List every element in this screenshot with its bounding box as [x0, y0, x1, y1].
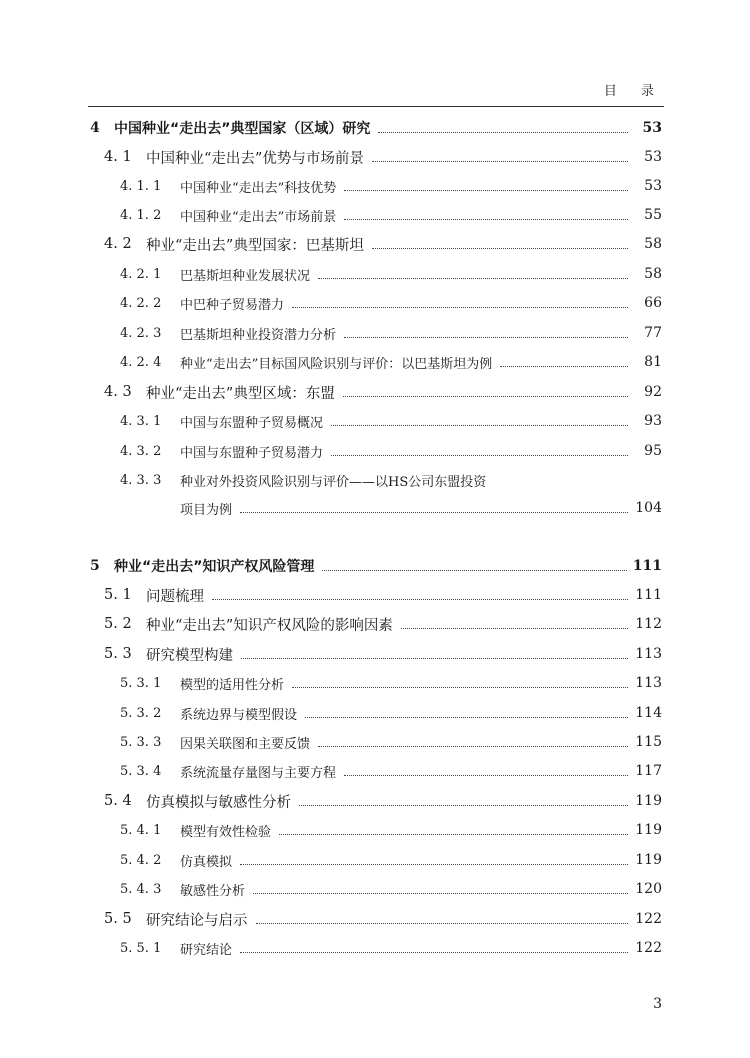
- toc-entry-page: 113: [635, 675, 662, 691]
- toc-entry-page: 92: [644, 384, 662, 400]
- toc-leader-dots: [240, 952, 628, 953]
- toc-entry-page: 77: [644, 325, 662, 341]
- toc-leader-dots: [241, 658, 628, 659]
- toc-entry-title: 系统边界与模型假设: [180, 707, 298, 723]
- toc-entry-page: 114: [635, 705, 662, 721]
- toc-entry-page: 53: [644, 178, 662, 194]
- toc-entry[interactable]: [0, 321, 750, 345]
- toc-entry-number: 5. 4: [104, 793, 132, 809]
- toc-entry-title: 种业“走出去”知识产权风险的影响因素: [146, 617, 393, 634]
- toc-entry-title: 种业“走出去”目标国风险识别与评价：以巴基斯坦为例: [180, 356, 493, 372]
- toc-entry-number: 4. 1. 2: [120, 207, 162, 223]
- toc-leader-dots: [318, 278, 628, 279]
- toc-entry-number: 4. 2. 2: [120, 295, 162, 311]
- toc-entry-number: 4. 3. 2: [120, 443, 162, 459]
- toc-entry-title: 研究模型构建: [146, 647, 233, 664]
- toc-entry-number: 4. 2. 4: [120, 354, 162, 370]
- toc-leader-dots: [372, 248, 628, 249]
- toc-entry[interactable]: [0, 877, 750, 901]
- toc-entry[interactable]: [0, 439, 750, 463]
- toc-entry[interactable]: [0, 848, 750, 872]
- toc-entry[interactable]: [0, 291, 750, 315]
- toc-entry-number: 5. 1: [104, 587, 132, 603]
- toc-entry[interactable]: [0, 583, 750, 607]
- toc-entry-number: 4. 2: [104, 236, 132, 252]
- toc-entry[interactable]: [0, 789, 750, 813]
- toc-entry-number: 5. 3. 3: [120, 734, 162, 750]
- toc-entry-page: 53: [644, 149, 662, 165]
- toc-entry-page: 104: [635, 500, 662, 516]
- toc-entry-page: 119: [635, 852, 662, 868]
- toc-leader-dots: [372, 161, 628, 162]
- toc-leader-dots: [318, 746, 628, 747]
- toc-entry-page: 119: [635, 822, 662, 838]
- toc-entry[interactable]: [0, 174, 750, 198]
- toc-entry-page: 66: [644, 295, 662, 311]
- toc-leader-dots: [401, 628, 628, 629]
- toc-entry-number: 4. 3. 3: [120, 472, 162, 488]
- toc-entry-page: 119: [635, 793, 662, 809]
- toc-entry-page: 122: [635, 911, 662, 927]
- toc-leader-dots: [322, 570, 626, 571]
- toc-entry[interactable]: [0, 232, 750, 256]
- toc-entry[interactable]: [0, 380, 750, 404]
- toc-entry-number: 5. 3. 4: [120, 763, 162, 779]
- toc-entry-title: 中国种业“走出去”科技优势: [180, 180, 337, 196]
- toc-entry[interactable]: [0, 612, 750, 636]
- toc-entry[interactable]: [0, 116, 750, 140]
- toc-entry-title: 项目为例: [180, 502, 233, 518]
- toc-entry-page: 117: [635, 763, 662, 779]
- toc-entry-page: 111: [635, 587, 662, 603]
- toc-entry-page: 58: [644, 266, 662, 282]
- toc-entry-number: 5. 3. 2: [120, 705, 162, 721]
- toc-entry[interactable]: [0, 671, 750, 695]
- toc-leader-dots: [240, 864, 628, 865]
- toc-entry-title: 敏感性分析: [180, 883, 246, 899]
- toc-entry-page: 122: [635, 940, 662, 956]
- toc-entry-number: 5. 5: [104, 911, 132, 927]
- toc-entry-page: 115: [635, 734, 662, 750]
- toc-entry[interactable]: [0, 759, 750, 783]
- toc-entry-number: 4. 3. 1: [120, 413, 162, 429]
- toc-entry-number: 5: [90, 558, 100, 574]
- toc-entry-title: 中国种业“走出去”优势与市场前景: [146, 150, 364, 167]
- toc-entry[interactable]: [0, 730, 750, 754]
- toc-entry-page: 112: [635, 616, 662, 632]
- toc-leader-dots: [240, 512, 628, 513]
- toc-entry-title: 仿真模拟与敏感性分析: [146, 794, 291, 811]
- toc-entry-number: 4. 2. 1: [120, 266, 162, 282]
- toc-entry-page: 53: [642, 120, 662, 136]
- toc-entry[interactable]: [0, 936, 750, 960]
- toc-entry-number: 4. 1. 1: [120, 178, 162, 194]
- toc-entry[interactable]: [0, 642, 750, 666]
- toc-leader-dots: [305, 717, 628, 718]
- toc-leader-dots: [343, 396, 628, 397]
- toc-leader-dots: [500, 366, 628, 367]
- toc-entry-title: 巴基斯坦种业投资潜力分析: [180, 327, 337, 343]
- toc-entry-title: 研究结论与启示: [146, 912, 248, 929]
- toc-leader-dots: [299, 805, 628, 806]
- toc-entry-page: 120: [635, 881, 662, 897]
- toc-entry-page: 111: [632, 558, 662, 574]
- toc-entry-number: 4. 1: [104, 149, 132, 165]
- toc-entry-title: 模型的适用性分析: [180, 677, 285, 693]
- toc-entry-title: 种业“走出去”典型国家：巴基斯坦: [146, 237, 364, 254]
- toc-entry-page: 95: [644, 443, 662, 459]
- toc-entry[interactable]: [0, 496, 750, 520]
- toc-leader-dots: [253, 893, 628, 894]
- toc-entry-title: 仿真模拟: [180, 854, 233, 870]
- toc-entry-page: 58: [644, 236, 662, 252]
- toc-entry-number: 5. 3: [104, 646, 132, 662]
- toc-leader-dots: [344, 775, 628, 776]
- toc-entry-number: 4: [90, 120, 100, 136]
- toc-entry-number: 5. 5. 1: [120, 940, 162, 956]
- toc-entry-title: 中国种业“走出去”市场前景: [180, 209, 337, 225]
- toc-entry[interactable]: [0, 701, 750, 725]
- toc-leader-dots: [212, 599, 628, 600]
- toc-entry-number: 5. 4. 3: [120, 881, 162, 897]
- toc-entry-page: 93: [644, 413, 662, 429]
- toc-leader-dots: [378, 132, 628, 133]
- toc-entry[interactable]: [0, 818, 750, 842]
- toc-entry-number: 5. 2: [104, 616, 132, 632]
- toc-entry-title: 种业“走出去”典型区域：东盟: [146, 385, 335, 402]
- toc-entry-page: 55: [644, 207, 662, 223]
- toc-entry[interactable]: [0, 907, 750, 931]
- toc-leader-dots: [279, 834, 628, 835]
- toc-entry-title: 研究结论: [180, 942, 233, 958]
- toc-entry-title: 中国与东盟种子贸易潜力: [180, 445, 324, 461]
- toc-leader-dots: [331, 425, 628, 426]
- toc-entry-number: 4. 2. 3: [120, 325, 162, 341]
- toc-entry-number: 5. 4. 1: [120, 822, 162, 838]
- toc-entry[interactable]: [0, 554, 750, 578]
- toc-entry-title: 模型有效性检验: [180, 824, 272, 840]
- toc-leader-dots: [292, 687, 628, 688]
- toc-entry-title: 中国与东盟种子贸易概况: [180, 415, 324, 431]
- running-header-title: 目 录: [603, 84, 664, 99]
- toc-leader-dots: [292, 307, 628, 308]
- toc-entry-title: 系统流量存量图与主要方程: [180, 765, 337, 781]
- toc-entry[interactable]: [0, 262, 750, 286]
- toc-entry[interactable]: [0, 203, 750, 227]
- toc-entry-title: 中巴种子贸易潜力: [180, 297, 285, 313]
- toc-entry-title: 巴基斯坦种业发展状况: [180, 268, 311, 284]
- toc-leader-dots: [331, 455, 628, 456]
- toc-entry[interactable]: [0, 468, 750, 492]
- toc-leader-dots: [344, 219, 628, 220]
- toc-entry[interactable]: [0, 409, 750, 433]
- toc-entry-title: 种业“走出去”知识产权风险管理: [114, 559, 315, 575]
- toc-leader-dots: [344, 337, 628, 338]
- page-number: 3: [653, 996, 662, 1012]
- toc-entry[interactable]: [0, 145, 750, 169]
- toc-entry-title: 问题梳理: [146, 588, 204, 605]
- toc-entry-number: 5. 3. 1: [120, 675, 162, 691]
- toc-leader-dots: [344, 190, 628, 191]
- toc-entry-page: 113: [635, 646, 662, 662]
- toc-entry-page: 81: [644, 354, 662, 370]
- toc-entry-number: 5. 4. 2: [120, 852, 162, 868]
- toc-entry-number: 4. 3: [104, 384, 132, 400]
- toc-entry-title: 因果关联图和主要反馈: [180, 736, 311, 752]
- toc-entry-title: 中国种业“走出去”典型国家（区域）研究: [114, 121, 371, 137]
- toc-leader-dots: [256, 923, 629, 924]
- toc-entry-title: 种业对外投资风险识别与评价——以HS公司东盟投资: [180, 474, 487, 490]
- toc-entry[interactable]: [0, 350, 750, 374]
